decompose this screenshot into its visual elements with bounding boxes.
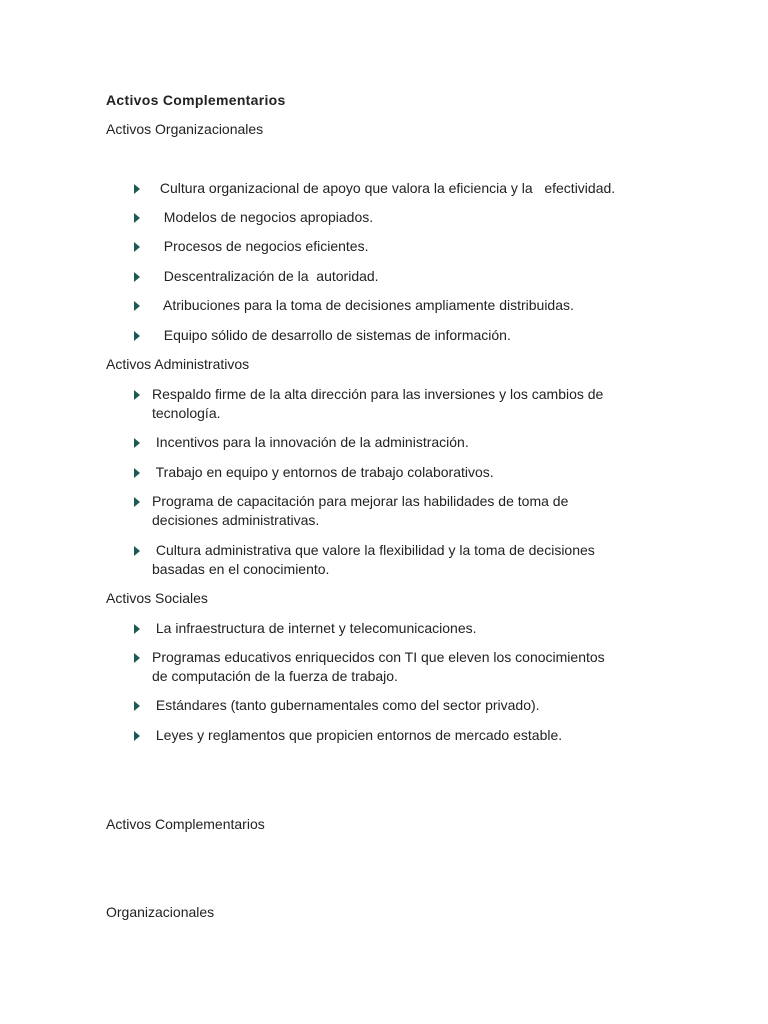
- footer-heading-complementarios: Activos Complementarios: [106, 816, 265, 832]
- bullet-arrow-icon: [134, 497, 140, 507]
- bullet-arrow-icon: [134, 653, 140, 663]
- bullet-arrow-icon: [134, 390, 140, 400]
- section-heading-organizacionales: Activos Organizacionales: [106, 121, 264, 137]
- bullet-arrow-icon: [134, 731, 140, 741]
- section-heading-administrativos: Activos Administrativos: [106, 356, 250, 372]
- list-item: Leyes y reglamentos que propicien entornos de mercado estable.: [152, 727, 563, 743]
- bullet-arrow-icon: [134, 213, 140, 223]
- bullet-arrow-icon: [134, 272, 140, 282]
- list-item: Cultura administrativa que valore la flexibilidad y la toma de decisiones basadas en el conocimiento.: [152, 542, 595, 577]
- list-item: Procesos de negocios eficientes.: [156, 238, 369, 254]
- bullet-arrow-icon: [134, 184, 140, 194]
- document-title: Activos Complementarios: [106, 92, 286, 108]
- list-item: Equipo sólido de desarrollo de sistemas de información.: [156, 327, 511, 343]
- bullet-arrow-icon: [134, 438, 140, 448]
- footer-heading-organizacionales: Organizacionales: [106, 904, 215, 920]
- list-item: Descentralización de la autoridad.: [156, 268, 379, 284]
- bullet-arrow-icon: [134, 468, 140, 478]
- list-item: Modelos de negocios apropiados.: [156, 209, 374, 225]
- list-item: Trabajo en equipo y entornos de trabajo colaborativos.: [152, 464, 494, 480]
- list-item: Programas educativos enriquecidos con TI que eleven los conocimientos de computación de la fuerza de trabajo.: [152, 649, 605, 684]
- list-item: Cultura organizacional de apoyo que valora la eficiencia y la efectividad.: [156, 180, 616, 196]
- list-item: Atribuciones para la toma de decisiones ampliamente distribuidas.: [156, 297, 574, 313]
- bullet-arrow-icon: [134, 546, 140, 556]
- list-item: Respaldo firme de la alta dirección para las inversiones y los cambios de tecnología.: [152, 386, 604, 421]
- list-item: Programa de capacitación para mejorar las habilidades de toma de decisiones administrativas.: [152, 493, 569, 528]
- section-heading-sociales: Activos Sociales: [106, 590, 208, 606]
- list-item: La infraestructura de internet y telecomunicaciones.: [152, 620, 477, 636]
- bullet-arrow-icon: [134, 301, 140, 311]
- bullet-arrow-icon: [134, 242, 140, 252]
- list-item: Estándares (tanto gubernamentales como del sector privado).: [152, 697, 540, 713]
- bullet-arrow-icon: [134, 331, 140, 341]
- bullet-arrow-icon: [134, 701, 140, 711]
- list-item: Incentivos para la innovación de la administración.: [152, 434, 469, 450]
- bullet-arrow-icon: [134, 624, 140, 634]
